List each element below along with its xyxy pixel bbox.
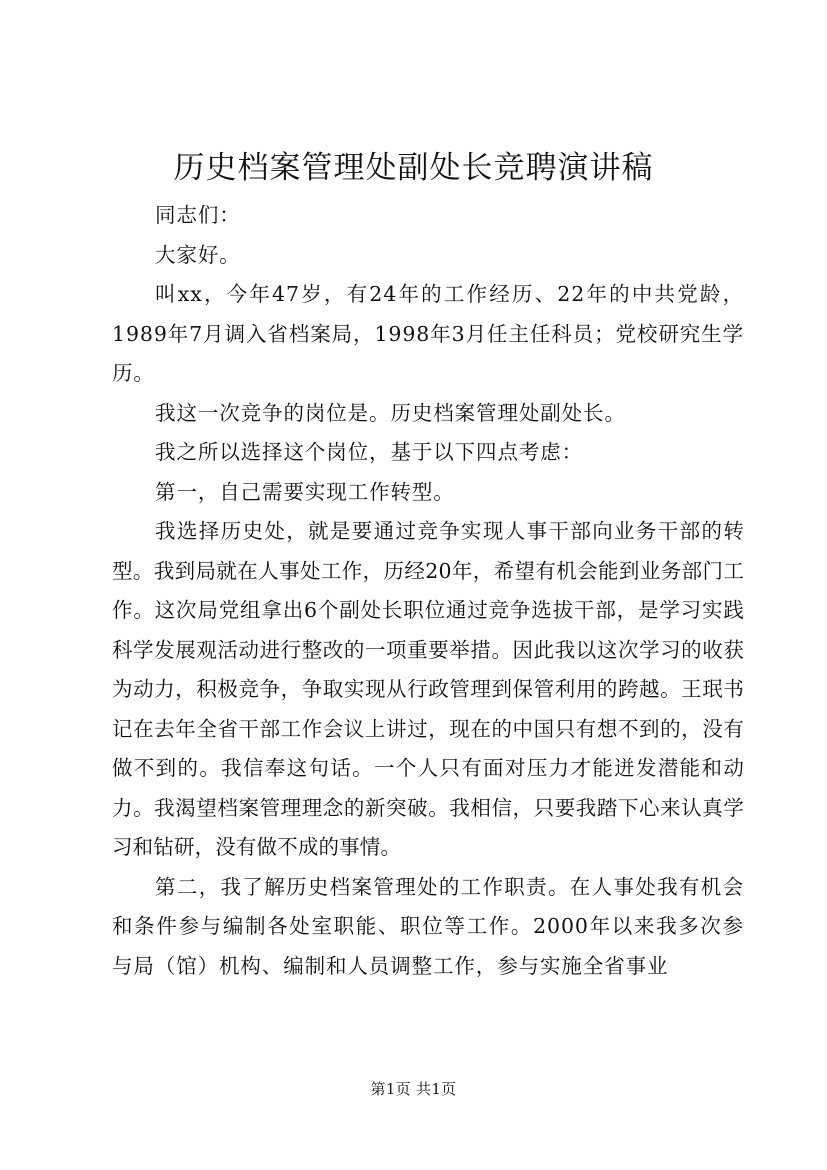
page-footer: 第1页 共1页 [370, 1080, 457, 1098]
paragraph-point-two: 第二，我了解历史档案管理处的工作职责。在人事处我有机会和条件参与编制各处室职能、职位等工作。2000年以来我多次参与局（馆）机构、编制和人员调整工作，参与实施全省事业 [112, 874, 744, 978]
paragraph-point-one-body: 我选择历史处，就是要通过竞争实现人事干部向业务干部的转型。我到局就在人事处工作，历经20年，希望有机会能到业务部门工作。这次局党组拿出6个副处长职位通过竞争选拔干部，是学习实践科学发展观活动进行整改的一项重要举措。因此我以这次学习的收获为动力，积极竞争，争取实现从行政管理到保管利用的跨越。王珉书记在去年全省干部工作会议上讲过，现在的中国只有想不到的，没有做不到的。我信奉这句话。一个人只有面对压力才能迸发潜能和动力。我渴望档案管理理念的新突破。我相信，只要我踏下心来认真学习和钻研，没有做不成的事情。 [112, 519, 744, 859]
paragraph-reasons-intro: 我之所以选择这个岗位，基于以下四点考虑： [155, 440, 584, 464]
paragraph-self-intro: 叫xx，今年47岁，有24年的工作经历、22年的中共党龄，1989年7月调入省档案局，1998年3月任主任科员；党校研究生学历。 [112, 282, 744, 385]
paragraph-greeting: 同志们： [155, 203, 241, 227]
document-title: 历史档案管理处副处长竞聘演讲稿 [173, 150, 654, 186]
document-body [112, 196, 744, 986]
paragraph-hello: 大家好。 [155, 242, 241, 267]
paragraph-point-one-heading: 第一，自己需要实现工作转型。 [155, 479, 455, 504]
paragraph-target-position: 我这一次竞争的岗位是。历史档案管理处副处长。 [155, 400, 626, 425]
